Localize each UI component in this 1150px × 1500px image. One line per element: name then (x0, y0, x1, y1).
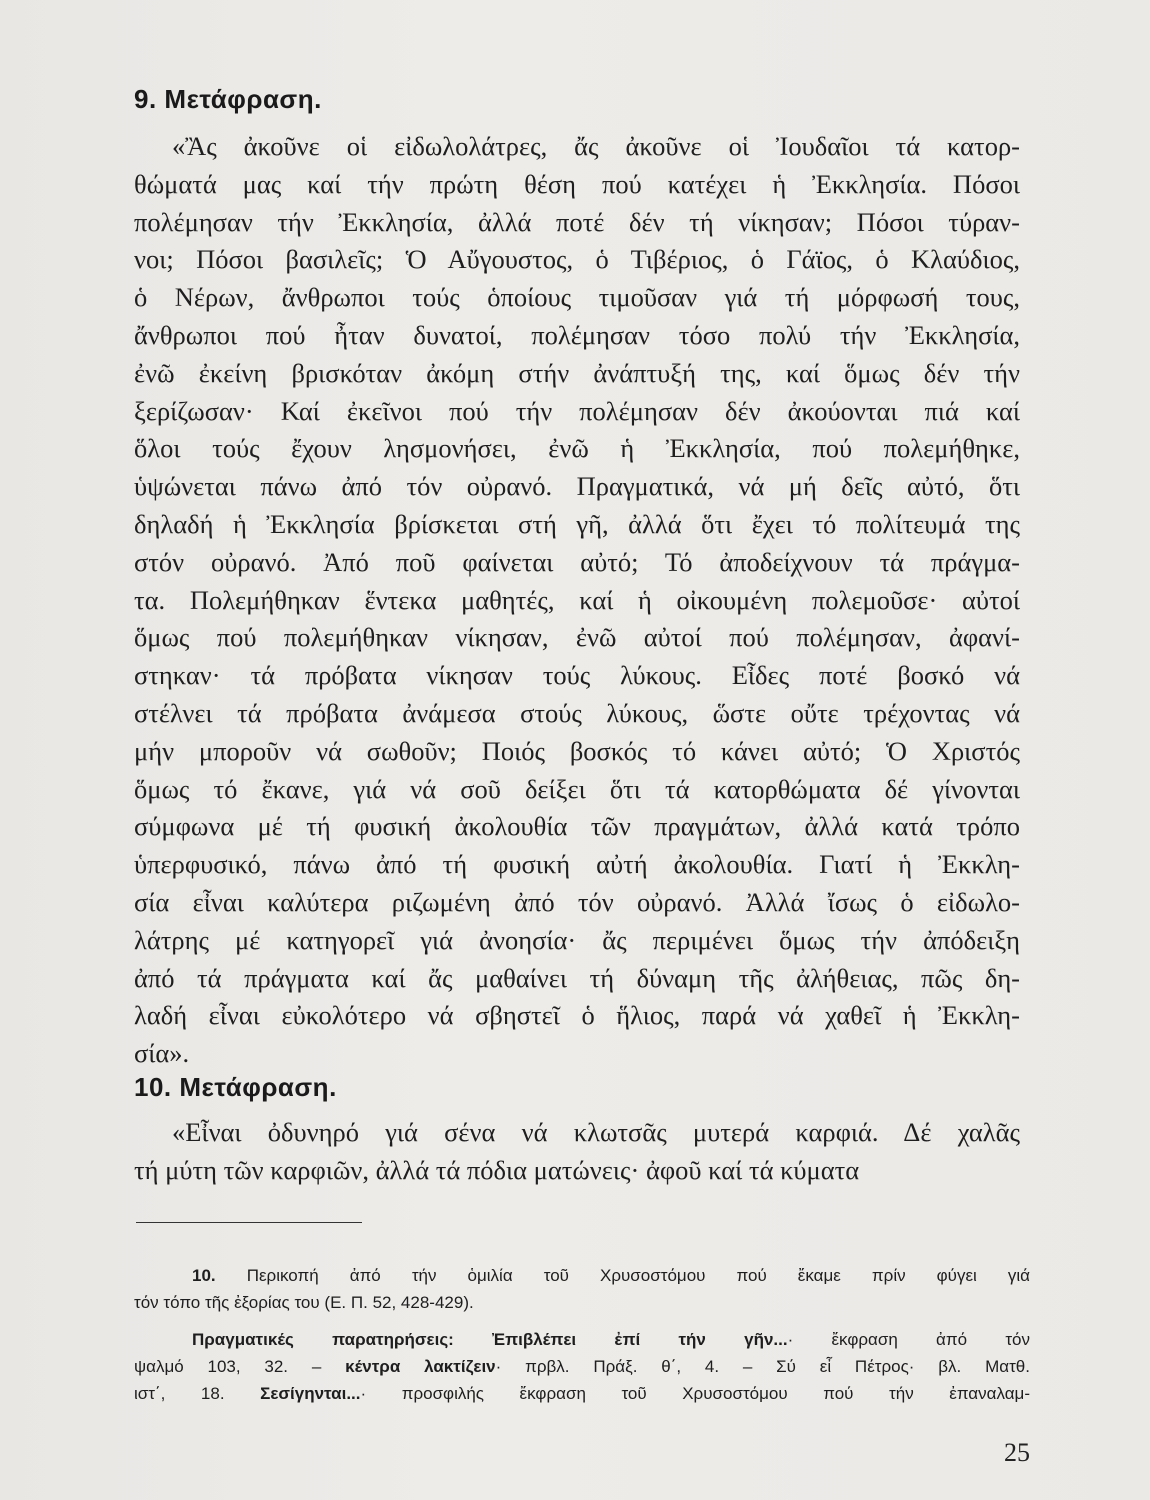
footnote-text: · ἔκφραση ἀπό τόν (787, 1330, 1030, 1349)
term: κέντρα λακτίζειν (345, 1357, 496, 1376)
footnote-text: ψαλμό 103, 32. – (134, 1357, 322, 1376)
text-line: θώματά μας καί τήν πρώτη θέση πού κατέχει ἡ Ἐκκλησία. Πόσοι (134, 168, 1020, 199)
text-line: στέλνει τά πρόβατα ἀνάμεσα στούς λύκους, ὥστε οὔτε τρέχοντας νά (134, 697, 1020, 728)
text-line: σία». (134, 1038, 190, 1069)
text-line: ξερίζωσαν· Καί ἐκεῖνοι πού τήν πολέμησαν δέν ἀκούονται πιά καί (134, 395, 1020, 426)
footnote-text: Περικοπή ἀπό τήν ὁμιλία τοῦ Χρυσοστόμου πού ἔκαμε πρίν φύγει γιά (246, 1266, 1030, 1285)
footnote-number: 10. (192, 1266, 216, 1285)
section-10-paragraph (134, 1114, 1020, 1190)
text-line: ὑπερφυσικό, πάνω ἀπό τή φυσική αὐτή ἀκολουθία. Γιατί ἡ Ἐκκλη- (134, 849, 1020, 880)
text-line: νοι; Πόσοι βασιλεῖς; Ὁ Αὔγουστος, ὁ Τιβέριος, ὁ Γάϊος, ὁ Κλαύδιος, (134, 244, 1020, 275)
term: Σεσίγηνται... (260, 1384, 361, 1403)
text-line: σύμφωνα μέ τή φυσική ἀκολουθία τῶν πραγμάτων, ἀλλά κατά τρόπο (134, 811, 1020, 842)
text-line: ὅλοι τούς ἔχουν λησμονήσει, ἐνῶ ἡ Ἐκκλησία, πού πολεμήθηκε, (134, 433, 1020, 464)
text-line: «Ἂς ἀκοῦνε οἱ εἰδωλολάτρες, ἄς ἀκοῦνε οἱ Ἰουδαῖοι τά κατορ- (172, 131, 1020, 161)
text-line: «Εἶναι ὀδυνηρό γιά σένα νά κλωτσᾶς μυτερά καρφιά. Δέ χαλᾶς (172, 1117, 1020, 1147)
section-9-paragraph (134, 128, 1020, 1073)
text-line: δηλαδή ἡ Ἐκκλησία βρίσκεται στή γῆ, ἀλλά ὅτι ἔχει τό πολίτευμά της (134, 508, 1020, 539)
footnote-line (134, 1289, 1030, 1316)
notes-label: Πραγματικές παρατηρήσεις: (192, 1330, 454, 1349)
text-line: τή μύτη τῶν καρφιῶν, ἀλλά τά πόδια ματώνεις· ἀφοῦ καί τά κύματα (134, 1154, 860, 1185)
text-line: ὁ Νέρων, ἄνθρωποι τούς ὁποίους τιμοῦσαν γιά τή μόρφωσή τους, (134, 282, 1020, 313)
section-9-heading: 9. Μετάφραση. (134, 84, 322, 114)
footnote-line (134, 1380, 1030, 1407)
footnote-line (134, 1353, 1030, 1380)
text-line: ὅμως πού πολεμήθηκαν νίκησαν, ἐνῶ αὐτοί πού πολέμησαν, ἀφανί- (134, 622, 1020, 653)
text-line: ἐνῶ ἐκείνη βρισκόταν ἀκόμη στήν ἀνάπτυξή της, καί ὅμως δέν τήν (134, 357, 1020, 388)
footnote-text: · πρβλ. Πράξ. θ΄, 4. – Σύ εἶ Πέτρος· βλ. Ματθ. (495, 1357, 1030, 1376)
footnote-block (134, 1262, 1030, 1407)
footnote-line (134, 1326, 1030, 1353)
footnote-divider (136, 1222, 362, 1223)
text-line: τα. Πολεμήθηκαν ἕντεκα μαθητές, καί ἡ οἰκουμένη πολεμοῦσε· αὐτοί (134, 584, 1020, 615)
text-line: σία εἶναι καλύτερα ριζωμένη ἀπό τόν οὐρανό. Ἀλλά ἴσως ὁ εἰδωλο- (134, 886, 1020, 917)
footnote-text: · προσφιλής ἔκφραση τοῦ Χρυσοστόμου πού τήν ἐπαναλαμ- (360, 1384, 1030, 1403)
text-line: ὅμως τό ἔκανε, γιά νά σοῦ δείξει ὅτι τά κατορθώματα δέ γίνονται (134, 773, 1020, 804)
section-10-heading: 10. Μετάφραση. (134, 1072, 337, 1102)
text-line: ἄνθρωποι πού ἦταν δυνατοί, πολέμησαν τόσο πολύ τήν Ἐκκλησία, (134, 319, 1020, 350)
page-number: 25 (1004, 1438, 1030, 1467)
text-line: ἀπό τά πράγματα καί ἄς μαθαίνει τή δύναμη τῆς ἀλήθειας, πῶς δη- (134, 962, 1020, 993)
text-line: πολέμησαν τήν Ἐκκλησία, ἀλλά ποτέ δέν τή νίκησαν; Πόσοι τύραν- (134, 206, 1020, 237)
footnote-line (134, 1262, 1030, 1289)
text-line: λαδή εἶναι εὐκολότερο νά σβηστεῖ ὁ ἥλιος, παρά νά χαθεῖ ἡ Ἐκκλη- (134, 1000, 1020, 1031)
text-line: μήν μποροῦν νά σωθοῦν; Ποιός βοσκός τό κάνει αὐτό; Ὁ Χριστός (134, 735, 1020, 766)
text-line: λάτρης μέ κατηγορεῖ γιά ἀνοησία· ἄς περιμένει ὅμως τήν ἀπόδειξη (134, 924, 1020, 955)
text-line: στηκαν· τά πρόβατα νίκησαν τούς λύκους. Εἶδες ποτέ βοσκό νά (134, 660, 1020, 691)
text-line: στόν οὐρανό. Ἀπό ποῦ φαίνεται αὐτό; Τό ἀποδείχνουν τά πράγμα- (134, 546, 1020, 577)
text-line: ὑψώνεται πάνω ἀπό τόν οὐρανό. Πραγματικά, νά μή δεῖς αὐτό, ὅτι (134, 471, 1020, 502)
term: Ἐπιβλέπει ἐπί τήν γῆν... (492, 1330, 788, 1349)
footnote-text: ιστ΄, 18. (134, 1384, 225, 1403)
footnote-text: τόν τόπο τῆς ἐξορίας του (Ε. Π. 52, 428-429). (134, 1293, 474, 1312)
